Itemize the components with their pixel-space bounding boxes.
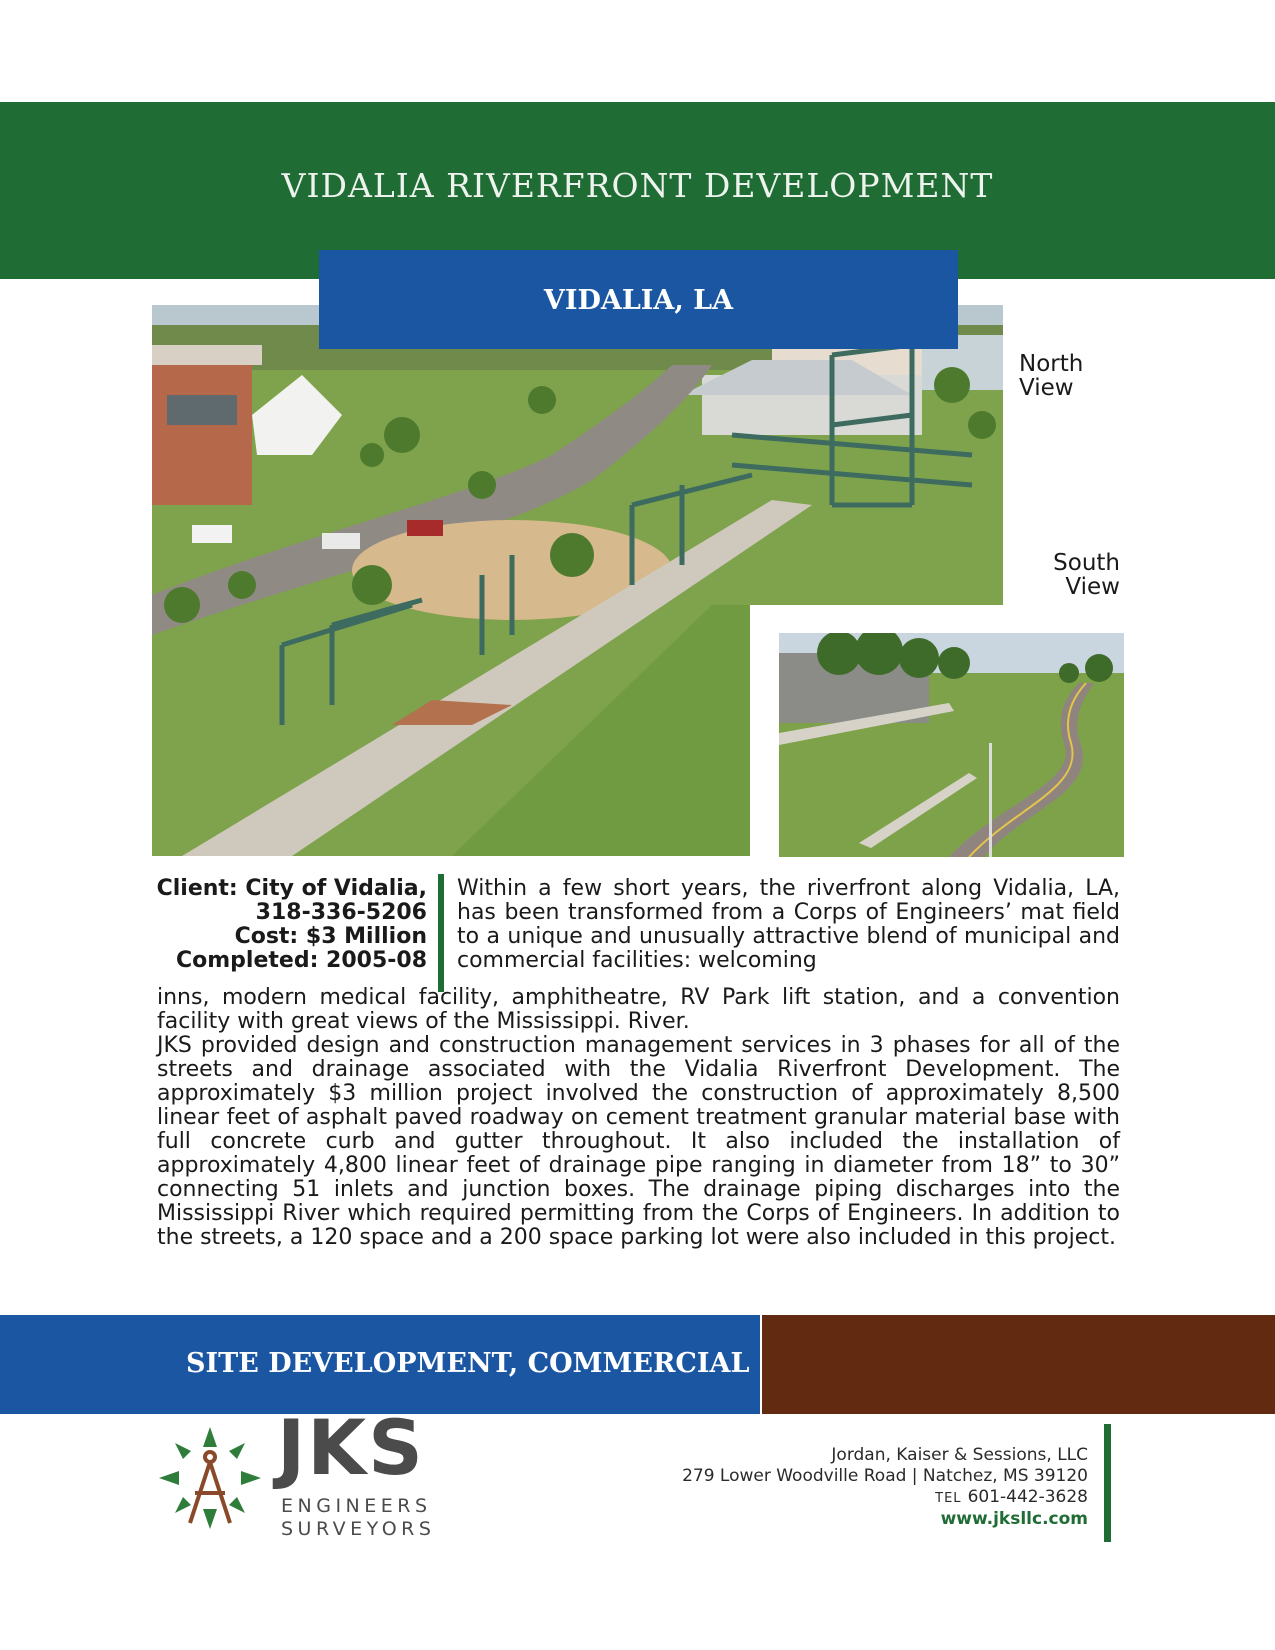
description-body [157, 986, 1120, 1250]
description-intro: Within a few short years, the riverfront along Vidalia, LA, has been transformed from a Corps of Engineers’ mat field to a unique and unusually attractive blend of municipal and commercial facilities: welcoming [457, 876, 1120, 973]
south-view-caption-text: South View [1053, 550, 1120, 600]
company-name: Jordan, Kaiser & Sessions, LLC [831, 1445, 1088, 1465]
company-address: 279 Lower Woodville Road | Natchez, MS 39120 [682, 1466, 1088, 1486]
location-label: VIDALIA, LA [543, 285, 734, 316]
south-view-photo [779, 633, 1124, 857]
north-view-caption-text: North View [1019, 351, 1084, 401]
description-continuation: inns, modern medical facility, amphitheatre, RV Park lift station, and a convention facility with great views of the Mississippi. River. [157, 985, 1120, 1034]
details-divider [438, 874, 444, 992]
logo-tagline-engineers: ENGINEERS [281, 1495, 432, 1517]
logo-tagline [281, 1495, 435, 1541]
category-label: SITE DEVELOPMENT, COMMERCIAL [186, 1348, 750, 1379]
logo-wordmark: JKS [277, 1403, 425, 1492]
client-phone: 318-336-5206 [255, 900, 427, 925]
description-services: JKS provided design and construction management services in 3 phases for all of the streets and drainage associated with the Vidalia Riverfront Development. The approximately $3 million project involved the construction of approximately 8,500 linear feet of asphalt paved roadway on cement treatment granular material base with full concrete curb and gutter throughout. It also included the installation of approximately 4,800 linear feet of drainage pipe ranging in diameter from 18” to 30” connecting 51 inlets and junction boxes. The drainage piping discharges into the Mississippi River which required permitting from the Corps of Engineers. In addition to the streets, a 120 space and a 200 space parking lot were also included in this project. [157, 1033, 1120, 1250]
contact-divider [1104, 1424, 1111, 1542]
accent-band [762, 1315, 1275, 1414]
compass-logo-icon [155, 1423, 265, 1533]
logo-tagline-surveyors: SURVEYORS [281, 1518, 436, 1540]
client-line: Client: City of Vidalia, [156, 876, 427, 901]
contact-block [600, 1445, 1088, 1530]
page-title: VIDALIA RIVERFRONT DEVELOPMENT [281, 166, 994, 205]
company-phone-line [600, 1487, 1088, 1509]
website-link[interactable]: www.jksllc.com [940, 1509, 1088, 1529]
project-cost: Cost: $3 Million [234, 924, 427, 949]
north-view-caption [1019, 352, 1083, 400]
project-details [140, 877, 427, 973]
project-completed: Completed: 2005-08 [175, 948, 427, 973]
tel-label: TEL [935, 1491, 962, 1506]
company-phone: 601-442-3628 [967, 1487, 1088, 1507]
south-view-caption [1030, 551, 1120, 599]
